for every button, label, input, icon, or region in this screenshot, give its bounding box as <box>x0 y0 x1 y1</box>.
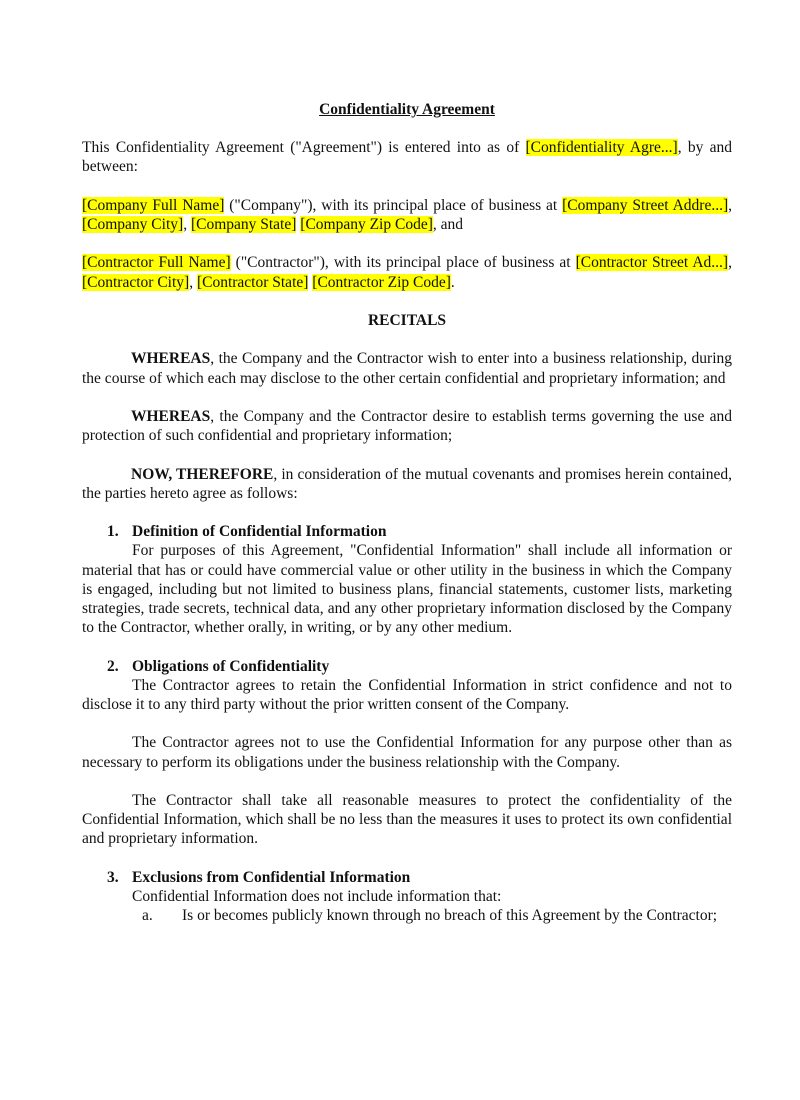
section-2-paragraph-1: The Contractor agrees to retain the Confidential Information in strict confidence and not to disclose it to any third party without the prior written consent of the Company. <box>82 676 732 713</box>
company-street-field[interactable]: [Company Street Addre...] <box>562 196 729 214</box>
section-2-number: 2. <box>107 657 119 675</box>
company-name-field[interactable]: [Company Full Name] <box>82 196 225 214</box>
company-state-field[interactable]: [Company State] <box>190 216 297 233</box>
contractor-city-field[interactable]: [Contractor City] <box>82 273 190 291</box>
recital-2 <box>82 407 732 445</box>
section-2-paragraph-2: The Contractor agrees not to use the Confidential Information for any purpose other than as necessary to perform its obligations under the business relationship with the Company. <box>82 734 732 771</box>
company-end-text: , and <box>432 216 464 233</box>
separator: , <box>728 254 732 272</box>
section-1-number: 1. <box>107 523 119 541</box>
separator: , <box>189 273 197 291</box>
company-paragraph <box>82 196 732 234</box>
separator: , <box>183 216 191 233</box>
intro-text-after: , by and between: <box>82 139 733 176</box>
document-title: Confidentiality Agreement <box>319 101 495 118</box>
intro-text-before: This Confidentiality Agreement ("Agreement") is entered into as of <box>82 139 526 157</box>
contractor-end-text: . <box>450 273 455 291</box>
agreement-date-field[interactable]: [Confidentiality Agre...] <box>525 139 678 157</box>
document-page <box>82 100 732 925</box>
list-item-text: Is or becomes publicly known through no breach of this Agreement by the Contractor; <box>182 907 718 925</box>
contractor-state-field[interactable]: [Contractor State] <box>196 273 309 291</box>
company-zip-field[interactable]: [Company Zip Code] <box>300 216 433 233</box>
section-1-paragraph-1: For purposes of this Agreement, "Confidential Information" shall include all information or material that has or could have commercial value or other utility in the business in which the Company is engaged, including but not limited to business plans, financial statements, customer lists, marketing strategies, trade secrets, technical data, and any other proprietary information disclosed by the Company to the Contractor, whether orally, in writing, or by any other medium. <box>82 542 732 637</box>
intro-paragraph <box>82 138 732 176</box>
list-item <box>82 906 732 925</box>
section-3-number: 3. <box>107 868 119 886</box>
recital-3-text: , in consideration of the mutual covenants and promises herein contained, the parties hereto agree as follows: <box>82 465 732 502</box>
section-2-title: Obligations of Confidentiality <box>132 657 330 675</box>
company-text: ("Company"), with its principal place of business at <box>224 196 563 214</box>
section-3-lead: Confidential Information does not include information that: <box>132 887 502 905</box>
recital-1-text: , the Company and the Contractor wish to enter into a business relationship, during the course of which each may disclose to the other certain confidential and proprietary information; and <box>82 350 732 387</box>
contractor-paragraph <box>82 253 732 291</box>
company-city-field[interactable]: [Company City] <box>82 216 184 233</box>
recital-2-text: , the Company and the Contractor desire to establish terms governing the use and protection of such confidential and proprietary information; <box>82 407 732 445</box>
section-2-paragraph-3: The Contractor shall take all reasonable measures to protect the confidentiality of the Confidential Information, which shall be no less than the measures it uses to protect its own confidential and proprietary information. <box>82 791 732 848</box>
recital-2-lead: WHEREAS <box>131 407 211 425</box>
list-item-letter: a. <box>142 907 153 925</box>
section-2-heading <box>82 657 732 676</box>
contractor-zip-field[interactable]: [Contractor Zip Code] <box>312 273 451 291</box>
contractor-text: ("Contractor"), with its principal place of business at <box>230 254 576 272</box>
recital-3-lead: NOW, THEREFORE <box>131 465 274 483</box>
section-3-title: Exclusions from Confidential Information <box>132 868 411 886</box>
separator: , <box>728 196 732 214</box>
recital-1 <box>82 349 732 387</box>
section-1-title: Definition of Confidential Information <box>132 523 387 541</box>
recital-3 <box>82 465 732 503</box>
contractor-street-field[interactable]: [Contractor Street Ad...] <box>575 254 729 272</box>
recital-1-lead: WHEREAS <box>131 350 211 368</box>
section-1-heading <box>82 522 732 541</box>
recitals-heading: RECITALS <box>367 311 447 329</box>
section-3-heading <box>82 868 732 887</box>
contractor-name-field[interactable]: [Contractor Full Name] <box>82 254 231 272</box>
